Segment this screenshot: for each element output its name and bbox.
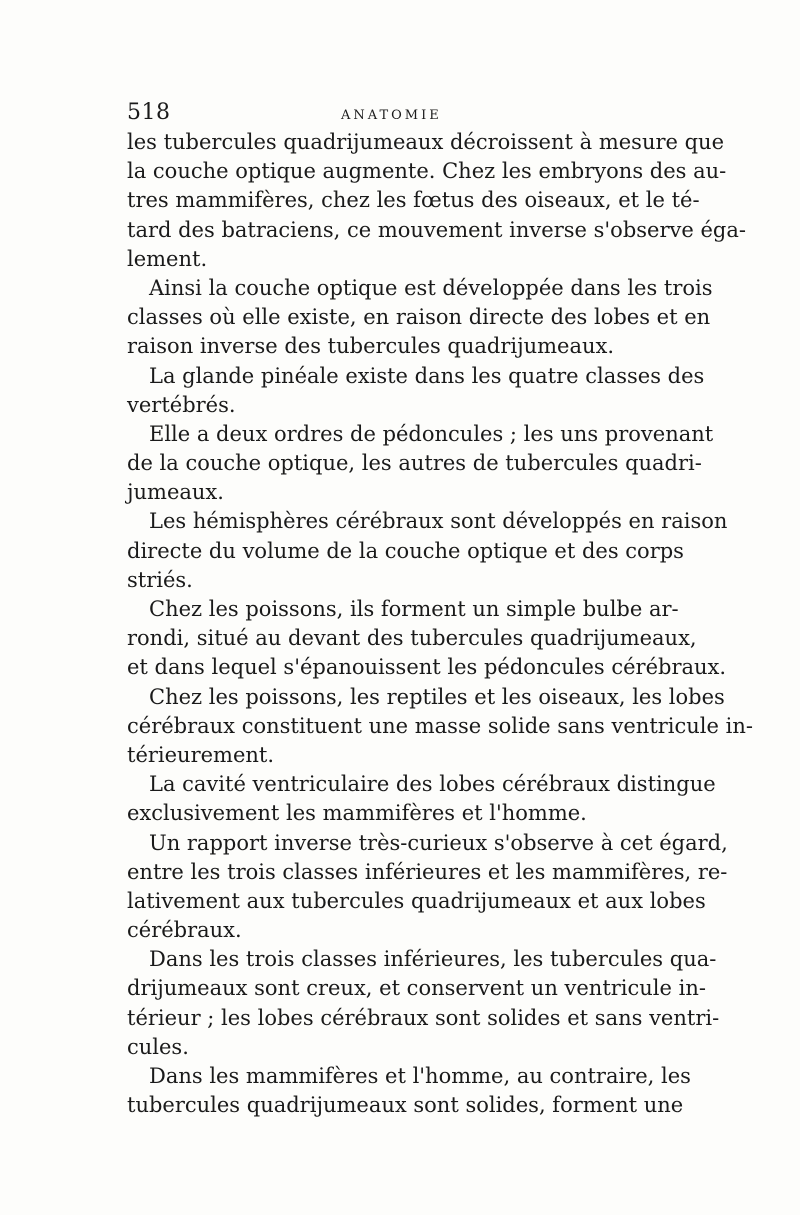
- text-line: cules.: [127, 1034, 189, 1059]
- text-line: vertébrés.: [127, 392, 236, 417]
- text-line: striés.: [127, 567, 193, 592]
- text-line: raison inverse des tubercules quadrijumeaux.: [127, 334, 615, 359]
- text-line: Elle a deux ordres de pédoncules ; les uns provenant: [149, 421, 714, 446]
- text-line: entre les trois classes inférieures et les mammifères, re-: [127, 859, 728, 884]
- text-line: cérébraux.: [127, 918, 242, 943]
- page-number: 518: [127, 100, 171, 125]
- text-line: lement.: [127, 246, 208, 271]
- text-line: classes où elle existe, en raison directe des lobes et en: [127, 305, 711, 330]
- text-line: exclusivement les mammifères et l'homme.: [127, 801, 587, 826]
- text-line: la couche optique augmente. Chez les embryons des au-: [127, 159, 727, 184]
- text-line: Chez les poissons, ils forment un simple bulbe ar-: [149, 597, 679, 621]
- text-line: Chez les poissons, les reptiles et les oiseaux, les lobes: [149, 684, 725, 709]
- text-line: Les hémisphères cérébraux sont développés en raison: [149, 509, 728, 534]
- text-line: térieur ; les lobes cérébraux sont solides et sans ventri-: [127, 1005, 720, 1030]
- text-line: térieurement.: [127, 742, 275, 767]
- text-line: Un rapport inverse très-curieux s'observe à cet égard,: [149, 830, 728, 855]
- text-line: tres mammifères, chez les fœtus des oiseaux, et le té-: [127, 188, 700, 213]
- text-line: drijumeaux sont creux, et conservent un ventricule in-: [127, 976, 706, 1001]
- running-title: ANATOMIE: [341, 108, 442, 123]
- text-line: directe du volume de la couche optique et des corps: [127, 538, 684, 563]
- text-line: tard des batraciens, ce mouvement inverse s'observe éga-: [127, 217, 746, 242]
- text-line: Dans les trois classes inférieures, les tubercules qua-: [149, 947, 717, 972]
- text-line: de la couche optique, les autres de tubercules quadri-: [127, 451, 702, 476]
- text-line: cérébraux constituent une masse solide sans ventricule in-: [127, 713, 753, 738]
- text-line: La glande pinéale existe dans les quatre classes des: [149, 363, 705, 388]
- text-line: tubercules quadrijumeaux sont solides, forment une: [127, 1093, 684, 1118]
- text-line: La cavité ventriculaire des lobes cérébraux distingue: [149, 772, 716, 797]
- text-line: Dans les mammifères et l'homme, au contraire, les: [149, 1064, 691, 1088]
- text-line: Ainsi la couche optique est développée dans les trois: [149, 275, 713, 300]
- text-line: et dans lequel s'épanouissent les pédoncules cérébraux.: [127, 655, 727, 680]
- text-line: lativement aux tubercules quadrijumeaux et aux lobes: [127, 888, 706, 913]
- text-line: rondi, situé au devant des tubercules quadrijumeaux,: [127, 626, 697, 651]
- page-header: [127, 100, 672, 128]
- text-line: les tubercules quadrijumeaux décroissent à mesure que: [127, 130, 725, 154]
- text-line: jumeaux.: [127, 480, 224, 505]
- body-text: [127, 128, 753, 1120]
